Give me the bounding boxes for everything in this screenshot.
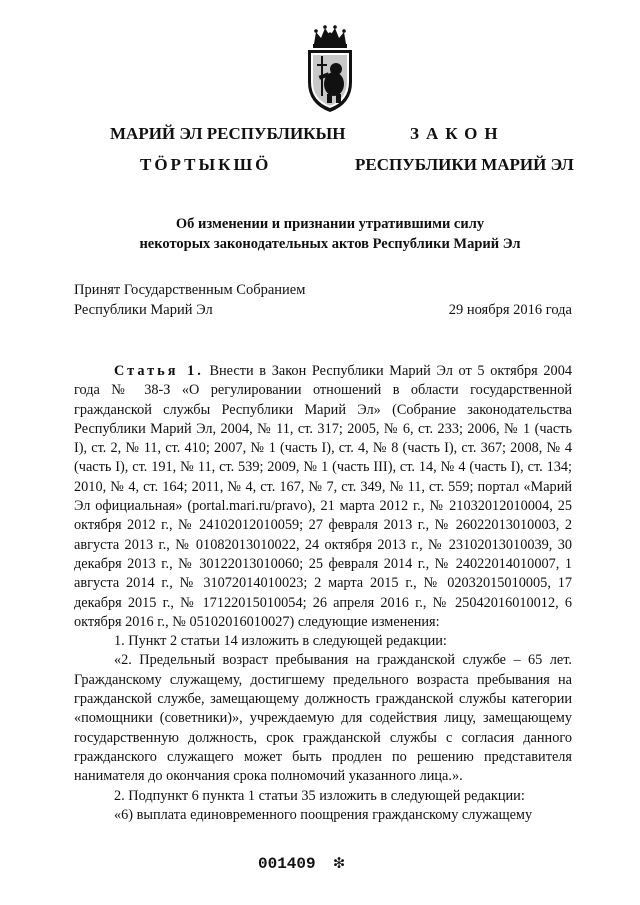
- adoption-date: 29 ноября 2016 года: [448, 302, 572, 318]
- article1-item1: 1. Пункт 2 статьи 14 изложить в следующей редакции:: [114, 633, 447, 650]
- article1-label: Статья 1.: [114, 363, 204, 379]
- law-title-line2: некоторых законодательных актов Республики Марий Эл: [139, 236, 521, 252]
- serial-number: 001409: [258, 855, 316, 873]
- article1-item1-quote: «2. Предельный возраст пребывания на гражданской службе – 65 лет. Гражданскому служащему, достигшему предельного возраста пребывания на гражданской службе, замещающему должность гражданской службы категории «помощники (советники)», учреждаемую для содействия лицу, замещающему государственную должность, срок гражданской службы с согласия данного гражданского служащего может быть продлен по решению представителя нанимателя до окончания срока полномочий указанного лица.».: [74, 652, 572, 785]
- article1-paragraph: [74, 362, 572, 632]
- document-body: [74, 362, 572, 825]
- header-right-line1: ЗАКОН: [410, 124, 505, 143]
- adoption-line2: Республики Марий Эл: [74, 302, 213, 318]
- article1-item2-quote: «6) выплата единовременного поощрения гражданскому служащему: [114, 806, 533, 823]
- law-title-line1: Об изменении и признании утратившими силу: [175, 216, 485, 232]
- header-left-line2: ТӦРТЫКШӦ: [140, 155, 272, 174]
- header-left-line1: МАРИЙ ЭЛ РЕСПУБЛИКЫН: [110, 124, 346, 143]
- footer-mark-icon: ❇: [333, 854, 345, 874]
- article1-text: Внести в Закон Республики Марий Эл от 5 октября 2004 года № 38-З «О регулировании отношений в области государственной гражданской службы Республики Марий Эл» (Собрание законодательства Республики Марий Эл, 2004, № 11, ст. 317; 2005, № 6, ст. 233; 2006, № 1 (часть I), ст. 2, № 11, ст. 410; 2007, № 1 (часть I), ст. 4, № 8 (часть I), ст. 367; 2008, № 4 (часть I), ст. 191, № 11, ст. 539; 2009, № 1 (часть III), ст. 14, № 4 (часть I), ст. 134; 2010, № 4, ст. 164; 2011, № 4, ст. 167, № 7, ст. 349, № 11, ст. 559; портал «Марий Эл официальная» (portal.mari.ru/pravo), 21 марта 2012 г., № 21032012010004, 25 октября 2012 г., № 24102012010059; 27 февраля 2013 г., № 26022013010003, 2 августа 2013 г., № 01082013010022, 24 октября 2013 г., № 23102013010039, 30 декабря 2013 г., № 30122013010060; 25 февраля 2014 г., № 24022014010007, 1 августа 2014 г., № 31072014010023; 2 марта 2015 г., № 02032015010005, 17 декабря 2015 г., № 17122015010054; 26 апреля 2016 г., № 25042016010012, 6 октября 2016 г., № 05102016010027) следующие изменения:: [74, 363, 572, 630]
- adoption-line1: Принят Государственным Собранием: [74, 282, 306, 298]
- footer-serial: [258, 852, 344, 874]
- adoption-block: [74, 280, 305, 320]
- law-title: [60, 214, 600, 254]
- coat-of-arms-icon: [300, 24, 360, 114]
- header-right-line2: РЕСПУБЛИКИ МАРИЙ ЭЛ: [355, 155, 574, 174]
- article1-item2: 2. Подпункт 6 пункта 1 статьи 35 изложить в следующей редакции:: [114, 787, 525, 804]
